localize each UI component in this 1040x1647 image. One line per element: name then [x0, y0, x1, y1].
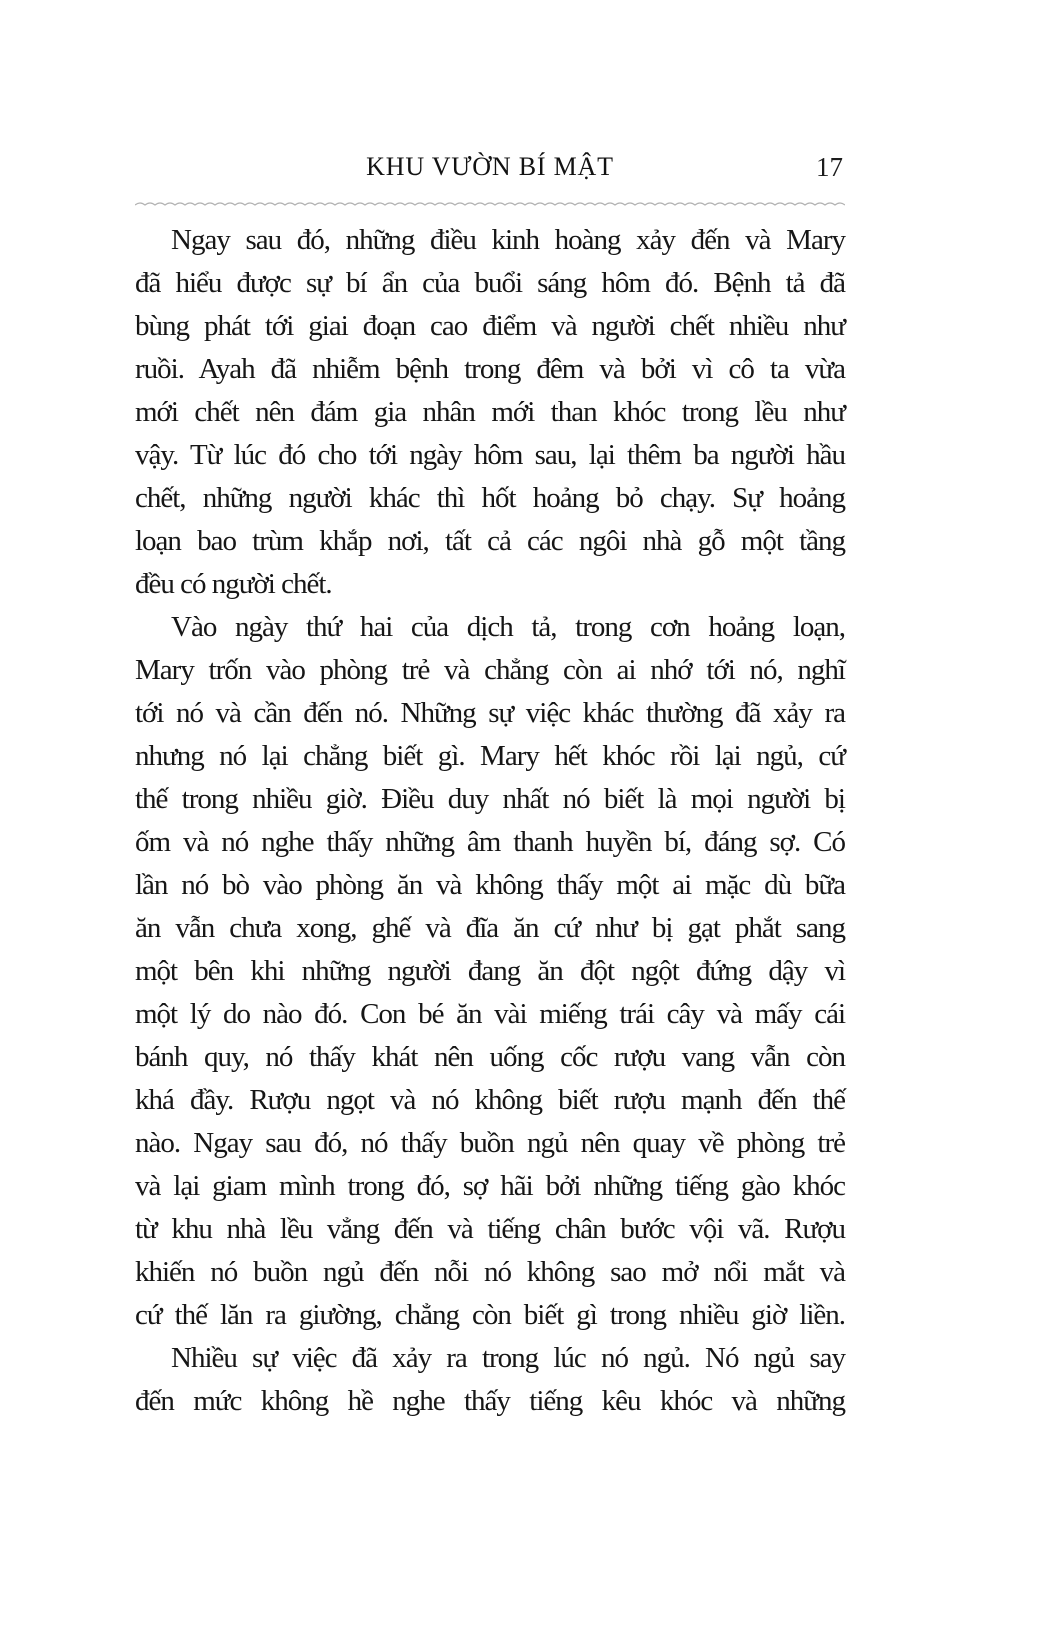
text-line [135, 348, 845, 391]
text-line-content: tới nó và cần đến nó. Những sự việc khác thường đã xảy ra [135, 697, 845, 729]
text-line-content: từ khu nhà lều vẳng đến và tiếng chân bước vội vã. Rượu [135, 1213, 845, 1245]
text-line [135, 262, 845, 305]
text-line [135, 1337, 845, 1380]
text-line [135, 993, 845, 1036]
text-line-content: thế trong nhiều giờ. Điều duy nhất nó biết là mọi người bị [135, 783, 845, 815]
text-line [135, 520, 845, 563]
text-line-content: khá đầy. Rượu ngọt và nó không biết rượu mạnh đến thế [135, 1084, 845, 1116]
text-line-content: Nhiều sự việc đã xảy ra trong lúc nó ngủ. Nó ngủ say [171, 1342, 845, 1374]
text-line-content: ăn vẫn chưa xong, ghế và đĩa ăn cứ như bị gạt phắt sang [135, 912, 845, 944]
text-line [135, 649, 845, 692]
paragraph [135, 606, 845, 1337]
paragraph [135, 1337, 845, 1423]
text-line [135, 1380, 845, 1423]
text-line-content: nhưng nó lại chẳng biết gì. Mary hết khóc rồi lại ngủ, cứ [135, 740, 845, 772]
text-line [135, 391, 845, 434]
text-line [135, 864, 845, 907]
text-line [135, 606, 845, 649]
text-line-content: đã hiểu được sự bí ẩn của buổi sáng hôm đó. Bệnh tả đã [135, 267, 845, 299]
text-line [135, 950, 845, 993]
text-line [135, 434, 845, 477]
text-line [135, 907, 845, 950]
text-line-content: cứ thế lăn ra giường, chẳng còn biết gì trong nhiều giờ liền. [135, 1299, 845, 1331]
text-line [135, 477, 845, 520]
text-line [135, 692, 845, 735]
text-line [135, 305, 845, 348]
text-line-content: lần nó bò vào phòng ăn và không thấy một ai mặc dù bữa [135, 869, 845, 901]
text-line-content: ruồi. Ayah đã nhiễm bệnh trong đêm và bởi vì cô ta vừa [135, 353, 845, 385]
text-line-content: chết, những người khác thì hốt hoảng bỏ chạy. Sự hoảng [135, 482, 845, 514]
text-line [135, 1079, 845, 1122]
text-line-content: mới chết nên đám gia nhân mới than khóc trong lều như [135, 396, 845, 428]
text-line-content: vậy. Từ lúc đó cho tới ngày hôm sau, lại thêm ba người hầu [135, 439, 845, 471]
text-line [135, 563, 845, 606]
text-line-content: và lại giam mình trong đó, sợ hãi bởi những tiếng gào khóc [135, 1170, 845, 1202]
text-line-content: đều có người chết. [135, 568, 332, 600]
text-line [135, 1036, 845, 1079]
text-line [135, 821, 845, 864]
text-block [135, 219, 845, 1423]
text-line-content: Mary trốn vào phòng trẻ và chẳng còn ai nhớ tới nó, nghĩ [135, 654, 845, 686]
text-line [135, 219, 845, 262]
text-line-content: ốm và nó nghe thấy những âm thanh huyền bí, đáng sợ. Có [135, 826, 845, 858]
text-line-content: Ngay sau đó, những điều kinh hoàng xảy đến và Mary [171, 224, 845, 256]
page-number: 17 [816, 152, 843, 182]
wavy-divider-graphic [135, 199, 845, 209]
wavy-divider [135, 199, 845, 209]
text-line [135, 735, 845, 778]
text-line-content: bùng phát tới giai đoạn cao điểm và người chết nhiều như [135, 310, 845, 342]
text-line [135, 1294, 845, 1337]
text-line [135, 1208, 845, 1251]
paragraph [135, 219, 845, 606]
text-line [135, 1165, 845, 1208]
text-line [135, 778, 845, 821]
text-line-content: Vào ngày thứ hai của dịch tả, trong cơn hoảng loạn, [171, 611, 845, 643]
running-title: KHU VƯỜN BÍ MẬT [366, 152, 614, 181]
text-line-content: nào. Ngay sau đó, nó thấy buồn ngủ nên quay về phòng trẻ [135, 1127, 845, 1159]
text-line [135, 1251, 845, 1294]
text-line-content: một bên khi những người đang ăn đột ngột đứng dậy vì [135, 955, 845, 987]
page-header [135, 152, 845, 184]
text-line [135, 1122, 845, 1165]
text-line-content: một lý do nào đó. Con bé ăn vài miếng trái cây và mấy cái [135, 998, 845, 1030]
text-line-content: loạn bao trùm khắp nơi, tất cả các ngôi nhà gỗ một tầng [135, 525, 845, 557]
text-line-content: đến mức không hề nghe thấy tiếng kêu khóc và những [135, 1385, 845, 1417]
text-line-content: bánh quy, nó thấy khát nên uống cốc rượu vang vẫn còn [135, 1041, 845, 1073]
text-line-content: khiến nó buồn ngủ đến nỗi nó không sao mở nổi mắt và [135, 1256, 845, 1288]
